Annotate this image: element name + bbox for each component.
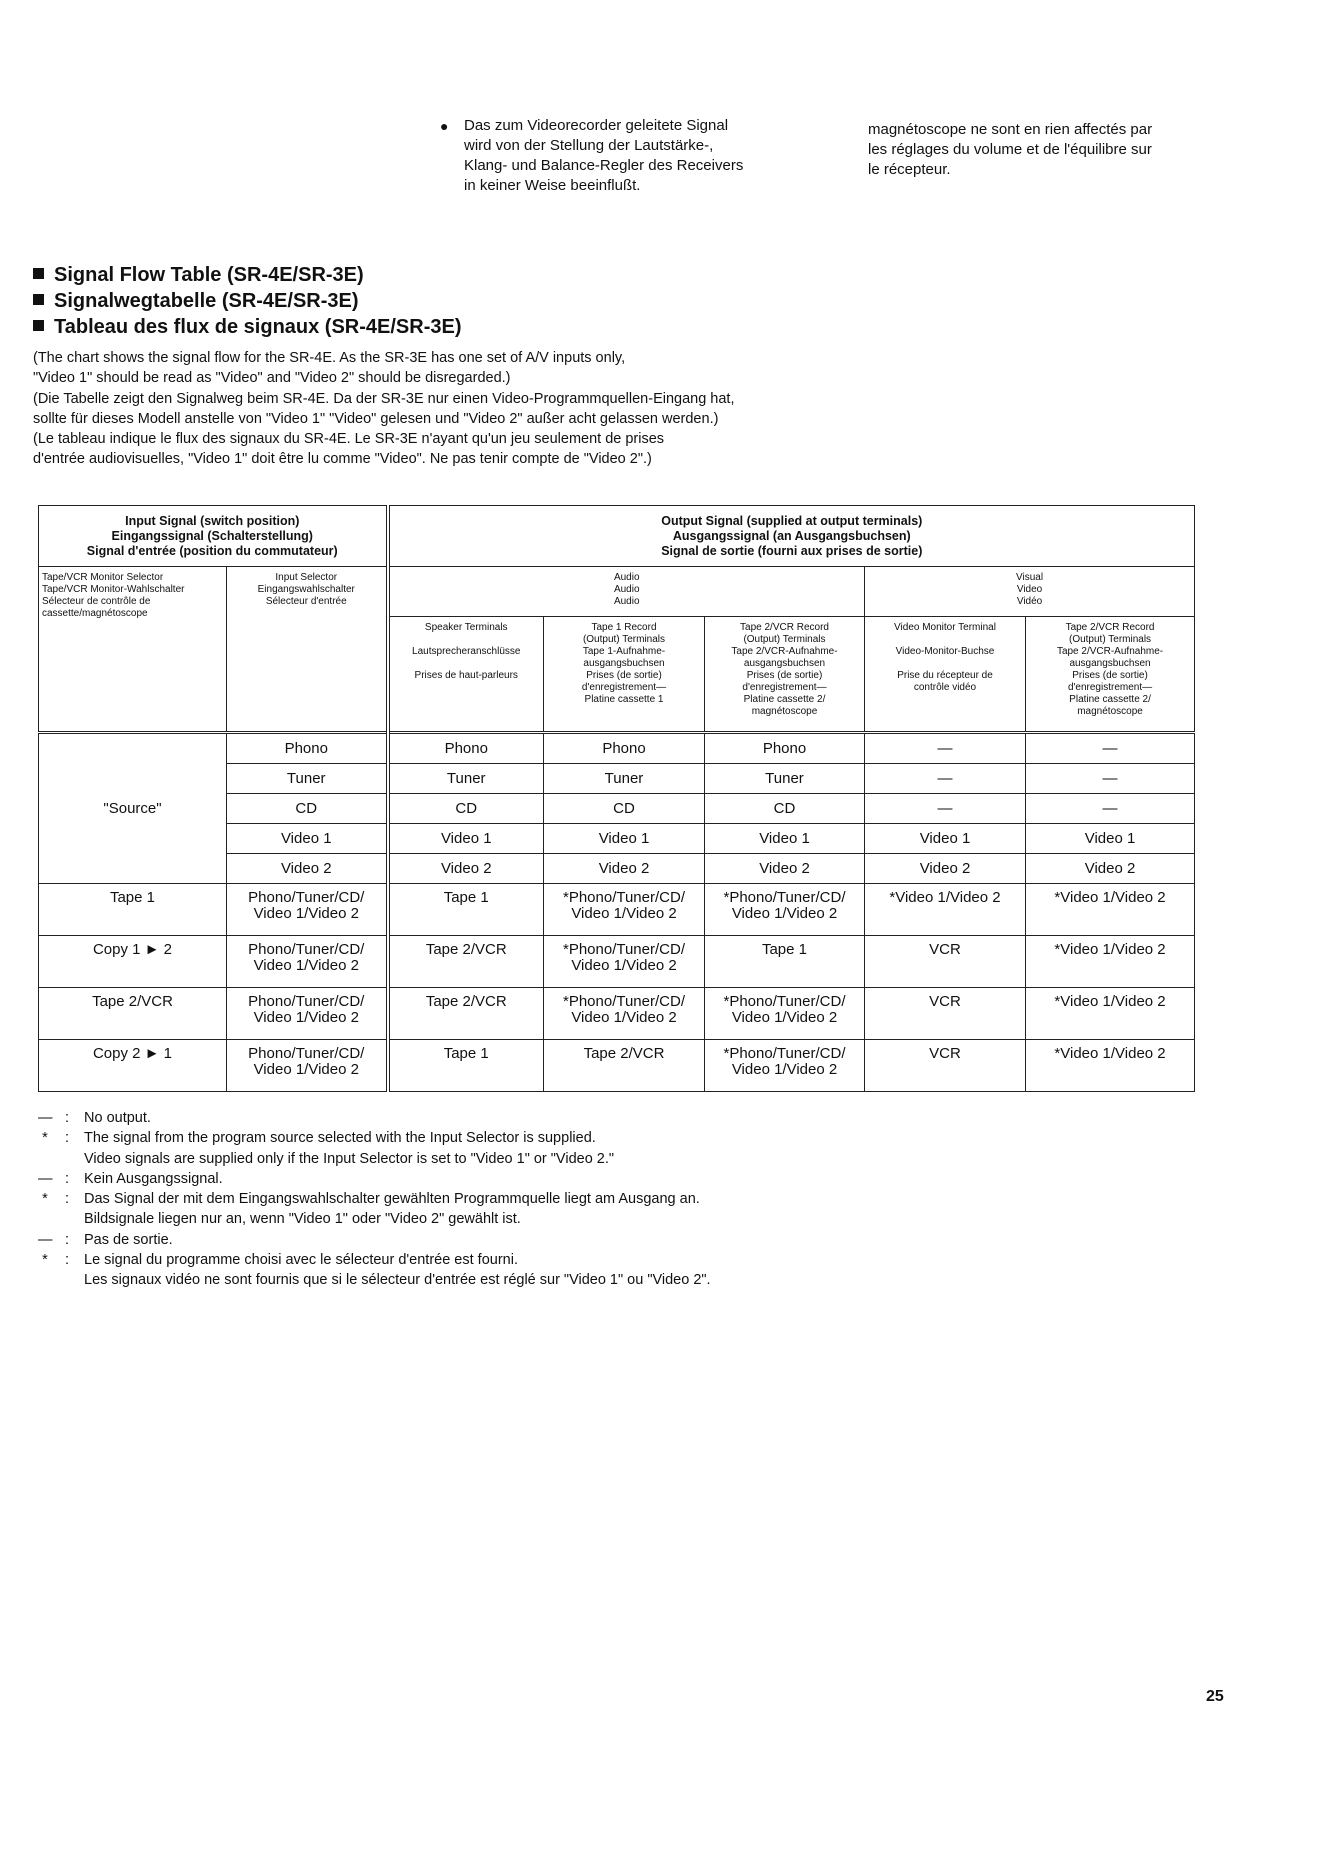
table-cell: Tape 1 bbox=[705, 936, 865, 988]
table-cell: Video 2 bbox=[544, 854, 705, 884]
table-cell: Phono/Tuner/CD/ Video 1/Video 2 bbox=[227, 1040, 388, 1092]
table-cell: Tape 1 bbox=[39, 884, 227, 936]
german-note-block bbox=[440, 116, 804, 196]
table-cell: — bbox=[865, 794, 1026, 824]
german-note-line: Das zum Videorecorder geleitete Signal bbox=[464, 117, 729, 134]
table-cell: Copy 1 ► 2 bbox=[39, 936, 227, 988]
note-text: Le signal du programme choisi avec le sélecteur d'entrée est fourni. bbox=[84, 1252, 518, 1269]
table-cell: Video 2 bbox=[865, 854, 1026, 884]
square-bullet-icon bbox=[33, 320, 44, 331]
intro-line: "Video 1" should be read as "Video" and "Video 2" should be disregarded.) bbox=[33, 370, 511, 387]
note-symbol: * bbox=[42, 1252, 48, 1269]
table-cell: Video 1 bbox=[544, 824, 705, 854]
bullet-icon: ● bbox=[440, 118, 449, 134]
table-cell: Tape 2/VCR bbox=[388, 988, 544, 1040]
note-text: Video signals are supplied only if the Input Selector is set to "Video 1" or "Video 2." bbox=[84, 1150, 615, 1167]
square-bullet-icon bbox=[33, 268, 44, 279]
german-note-line: Klang- und Balance-Regler des Receivers bbox=[464, 157, 744, 174]
table-cell: *Phono/Tuner/CD/ Video 1/Video 2 bbox=[544, 884, 705, 936]
output-column-header: Speaker Terminals Lautsprecheranschlüsse Prises de haut-parleurs bbox=[388, 617, 544, 733]
table-row bbox=[39, 1040, 1195, 1092]
output-column-header: Tape 2/VCR Record (Output) Terminals Tape 2/VCR-Aufnahme- ausgangsbuchsen Prises (de sortie) d'enregistrement— Platine cassette 2/ magnétoscope bbox=[705, 617, 865, 733]
note-text: Kein Ausgangssignal. bbox=[84, 1170, 223, 1187]
note-symbol: * bbox=[42, 1130, 48, 1147]
monitor-selector-header: Tape/VCR Monitor Selector Tape/VCR Monitor-Wahlschalter Sélecteur de contrôle de cassette/magnétoscope bbox=[39, 567, 227, 733]
table-cell: Copy 2 ► 1 bbox=[39, 1040, 227, 1092]
page-number: 25 bbox=[1206, 1688, 1224, 1705]
table-cell: *Phono/Tuner/CD/ Video 1/Video 2 bbox=[705, 988, 865, 1040]
source-label: "Source" bbox=[39, 733, 227, 884]
note-line bbox=[38, 1209, 711, 1229]
table-cell: VCR bbox=[865, 936, 1026, 988]
square-bullet-icon bbox=[33, 294, 44, 305]
table-cell: Video 1 bbox=[388, 824, 544, 854]
table-row bbox=[39, 936, 1195, 988]
table-cell: Tape 2/VCR bbox=[544, 1040, 705, 1092]
note-line bbox=[38, 1270, 711, 1290]
table-cell: CD bbox=[705, 794, 865, 824]
table-cell: CD bbox=[227, 794, 388, 824]
note-line bbox=[38, 1149, 711, 1169]
note-line: — : Pas de sortie. bbox=[38, 1230, 711, 1250]
note-symbol: — bbox=[38, 1231, 53, 1248]
note-line: — : No output. bbox=[38, 1108, 711, 1128]
visual-group-header: Visual Video Vidéo bbox=[865, 567, 1195, 617]
table-cell: CD bbox=[388, 794, 544, 824]
table-row bbox=[39, 884, 1195, 936]
table-cell: Phono/Tuner/CD/ Video 1/Video 2 bbox=[227, 936, 388, 988]
table-cell: *Phono/Tuner/CD/ Video 1/Video 2 bbox=[544, 936, 705, 988]
table-row bbox=[39, 988, 1195, 1040]
german-note-line: wird von der Stellung der Lautstärke-, bbox=[464, 137, 714, 154]
table-cell: Phono bbox=[388, 733, 544, 764]
note-line: * : Das Signal der mit dem Eingangswahlschalter gewählten Programmquelle liegt am Ausgang an. bbox=[38, 1189, 711, 1209]
table-cell: *Video 1/Video 2 bbox=[1026, 936, 1195, 988]
heading-german bbox=[33, 288, 462, 314]
table-cell: — bbox=[1026, 794, 1195, 824]
note-text: Das Signal der mit dem Eingangswahlschalter gewählten Programmquelle liegt am Ausgang an. bbox=[84, 1191, 700, 1208]
table-cell: — bbox=[865, 733, 1026, 764]
table-cell: Tuner bbox=[544, 764, 705, 794]
table-cell: *Video 1/Video 2 bbox=[1026, 884, 1195, 936]
table-cell: Phono bbox=[705, 733, 865, 764]
input-selector-header: Input Selector Eingangswahlschalter Sélecteur d'entrée bbox=[227, 567, 388, 733]
table-cell: Tape 2/VCR bbox=[39, 988, 227, 1040]
table-cell: Phono/Tuner/CD/ Video 1/Video 2 bbox=[227, 988, 388, 1040]
output-column-header: Tape 1 Record (Output) Terminals Tape 1-Aufnahme- ausgangsbuchsen Prises (de sortie) d'enregistrement— Platine cassette 1 bbox=[544, 617, 705, 733]
notes-section bbox=[38, 1108, 711, 1291]
table-cell: VCR bbox=[865, 988, 1026, 1040]
table-cell: *Phono/Tuner/CD/ Video 1/Video 2 bbox=[544, 988, 705, 1040]
note-text: Les signaux vidéo ne sont fournis que si le sélecteur d'entrée est réglé sur "Video 1" ou "Video 2". bbox=[84, 1272, 711, 1289]
note-line: * : Le signal du programme choisi avec le sélecteur d'entrée est fourni. bbox=[38, 1250, 711, 1270]
table-cell: Video 2 bbox=[388, 854, 544, 884]
note-text: Bildsignale liegen nur an, wenn "Video 1" oder "Video 2" gewählt ist. bbox=[84, 1211, 521, 1228]
table-cell: Tuner bbox=[227, 764, 388, 794]
output-column-header: Tape 2/VCR Record (Output) Terminals Tape 2/VCR-Aufnahme- ausgangsbuchsen Prises (de sortie) d'enregistrement— Platine cassette 2/ magnétoscope bbox=[1026, 617, 1195, 733]
note-symbol: — bbox=[38, 1110, 53, 1126]
heading-text: Signalwegtabelle (SR-4E/SR-3E) bbox=[54, 290, 359, 312]
french-note-line: le récepteur. bbox=[868, 161, 951, 178]
output-signal-header: Output Signal (supplied at output terminals) Ausgangssignal (an Ausgangsbuchsen) Signal de sortie (fourni aux prises de sortie) bbox=[388, 506, 1195, 567]
french-note-line: magnétoscope ne sont en rien affectés par bbox=[868, 121, 1153, 138]
note-symbol: * bbox=[42, 1191, 48, 1208]
input-signal-header: Input Signal (switch position) Eingangssignal (Schalterstellung) Signal d'entrée (position du commutateur) bbox=[39, 506, 388, 567]
table-cell: Phono/Tuner/CD/ Video 1/Video 2 bbox=[227, 884, 388, 936]
table-cell: Video 1 bbox=[705, 824, 865, 854]
intro-line: sollte für dieses Modell anstelle von "Video 1" "Video" gelesen und "Video 2" außer acht gelassen werden.) bbox=[33, 410, 719, 427]
section-headings bbox=[33, 262, 462, 340]
table-cell: *Phono/Tuner/CD/ Video 1/Video 2 bbox=[705, 884, 865, 936]
note-symbol: — bbox=[38, 1170, 53, 1187]
heading-text: Tableau des flux de signaux (SR-4E/SR-3E) bbox=[54, 316, 462, 338]
intro-paragraph bbox=[33, 348, 735, 470]
table-cell: *Phono/Tuner/CD/ Video 1/Video 2 bbox=[705, 1040, 865, 1092]
intro-line: (Le tableau indique le flux des signaux du SR-4E. Le SR-3E n'ayant qu'un jeu seulement de prises bbox=[33, 431, 665, 448]
table-cell: Video 2 bbox=[1026, 854, 1195, 884]
table-cell: *Video 1/Video 2 bbox=[1026, 988, 1195, 1040]
table-cell: Tape 2/VCR bbox=[388, 936, 544, 988]
table-cell: Phono bbox=[227, 733, 388, 764]
table-cell: Tuner bbox=[388, 764, 544, 794]
note-text: The signal from the program source selected with the Input Selector is supplied. bbox=[84, 1130, 596, 1147]
note-text: No output. bbox=[84, 1110, 151, 1126]
french-note-line: les réglages du volume et de l'équilibre sur bbox=[868, 141, 1152, 158]
french-note-block bbox=[868, 120, 1208, 180]
table-cell: Tape 1 bbox=[388, 884, 544, 936]
table-cell: Video 2 bbox=[705, 854, 865, 884]
table-cell: Tape 1 bbox=[388, 1040, 544, 1092]
note-line: — : Kein Ausgangssignal. bbox=[38, 1169, 711, 1189]
table-cell: — bbox=[1026, 764, 1195, 794]
table-cell: VCR bbox=[865, 1040, 1026, 1092]
heading-english bbox=[33, 262, 462, 288]
table-row bbox=[39, 733, 1195, 764]
heading-french bbox=[33, 314, 462, 340]
table-cell: CD bbox=[544, 794, 705, 824]
note-text: Pas de sortie. bbox=[84, 1231, 173, 1248]
intro-line: (Die Tabelle zeigt den Signalweg beim SR-4E. Da der SR-3E nur einen Video-Programmquellen-Eingang hat, bbox=[33, 390, 735, 407]
output-column-header: Video Monitor Terminal Video-Monitor-Buchse Prise du récepteur de contrôle vidéo bbox=[865, 617, 1026, 733]
table-cell: Video 1 bbox=[865, 824, 1026, 854]
table-cell: Phono bbox=[544, 733, 705, 764]
intro-line: d'entrée audiovisuelles, "Video 1" doit être lu comme "Video". Ne pas tenir compte de "Video 2".) bbox=[33, 451, 652, 468]
audio-group-header: Audio Audio Audio bbox=[388, 567, 865, 617]
table-cell: — bbox=[1026, 733, 1195, 764]
table-cell: Tuner bbox=[705, 764, 865, 794]
intro-line: (The chart shows the signal flow for the SR-4E. As the SR-3E has one set of A/V inputs only, bbox=[33, 350, 626, 366]
table-cell: Video 1 bbox=[1026, 824, 1195, 854]
table-cell: *Video 1/Video 2 bbox=[1026, 1040, 1195, 1092]
german-note-line: in keiner Weise beeinflußt. bbox=[464, 177, 641, 194]
heading-text: Signal Flow Table (SR-4E/SR-3E) bbox=[54, 264, 364, 286]
table-cell: Video 2 bbox=[227, 854, 388, 884]
table-cell: *Video 1/Video 2 bbox=[865, 884, 1026, 936]
table-cell: — bbox=[865, 764, 1026, 794]
note-line: * : The signal from the program source selected with the Input Selector is supplied. bbox=[38, 1128, 711, 1148]
signal-flow-table bbox=[38, 505, 1195, 1092]
table-cell: Video 1 bbox=[227, 824, 388, 854]
